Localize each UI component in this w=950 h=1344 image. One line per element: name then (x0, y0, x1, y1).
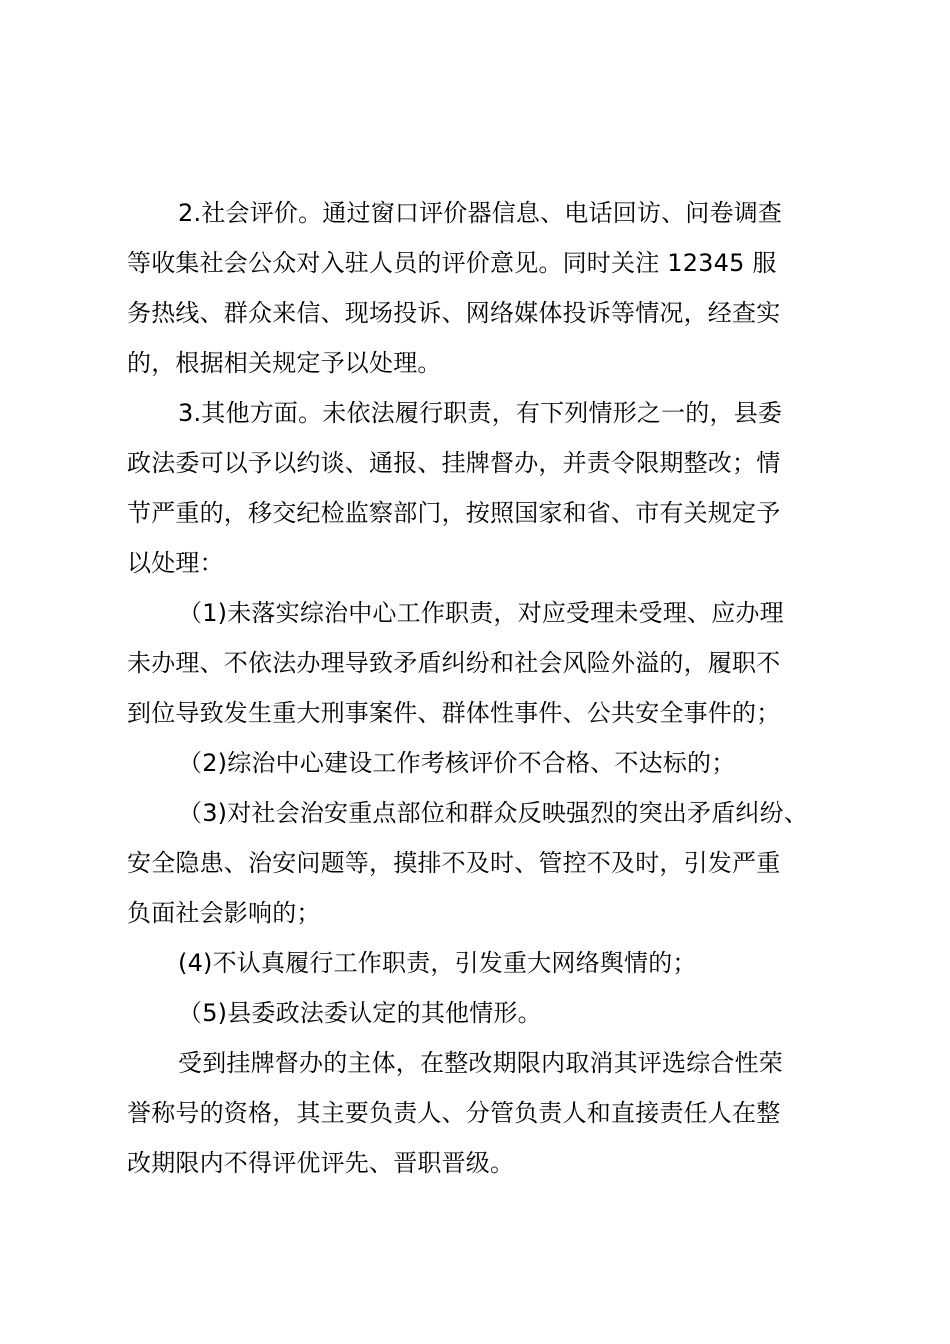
paragraph-social-evaluation-line-4: 的，根据相关规定予以处理。 (127, 349, 442, 377)
paragraph-supervision-line-3: 改期限内不得评优评先、晋职晋级。 (127, 1149, 515, 1177)
list-item-3-line-2: 安全隐患、治安问题等，摸排不及时、管控不及时，引发严重 (127, 849, 781, 877)
list-item-5: （5)县委政法委认定的其他情形。 (178, 999, 542, 1027)
paragraph-other-aspects-line-1: 3.其他方面。未依法履行职责，有下列情形之一的，县委 (178, 399, 783, 427)
paragraph-supervision-line-2: 誉称号的资格，其主要负责人、分管负责人和直接责任人在整 (127, 1099, 781, 1127)
paragraph-other-aspects-line-4: 以处理： (127, 549, 224, 577)
list-item-1-line-2: 未办理、不依法办理导致矛盾纠纷和社会风险外溢的，履职不 (127, 649, 781, 677)
paragraph-other-aspects-line-3: 节严重的，移交纪检监察部门，按照国家和省、市有关规定予 (127, 499, 781, 527)
paragraph-social-evaluation-line-3: 务热线、群众来信、现场投诉、网络媒体投诉等情况，经查实 (127, 299, 781, 327)
list-item-1-line-1: （1)未落实综治中心工作职责，对应受理未受理、应办理 (178, 599, 784, 627)
list-item-2: （2)综治中心建设工作考核评价不合格、不达标的； (178, 749, 736, 777)
list-item-4: (4)不认真履行工作职责，引发重大网络舆情的； (178, 949, 697, 977)
list-item-3-line-1: （3)对社会治安重点部位和群众反映强烈的突出矛盾纠纷、 (178, 799, 809, 827)
list-item-1-line-3: 到位导致发生重大刑事案件、群体性事件、公共安全事件的； (127, 699, 781, 727)
paragraph-social-evaluation-line-1: 2.社会评价。通过窗口评价器信息、电话回访、问卷调查 (178, 199, 783, 227)
list-item-3-line-3: 负面社会影响的； (127, 899, 321, 927)
paragraph-supervision-line-1: 受到挂牌督办的主体，在整改期限内取消其评选综合性荣 (178, 1049, 783, 1077)
paragraph-social-evaluation-line-2: 等收集社会公众对入驻人员的评价意见。同时关注 12345 服 (127, 249, 777, 277)
paragraph-other-aspects-line-2: 政法委可以予以约谈、通报、挂牌督办，并责令限期整改；情 (127, 449, 781, 477)
